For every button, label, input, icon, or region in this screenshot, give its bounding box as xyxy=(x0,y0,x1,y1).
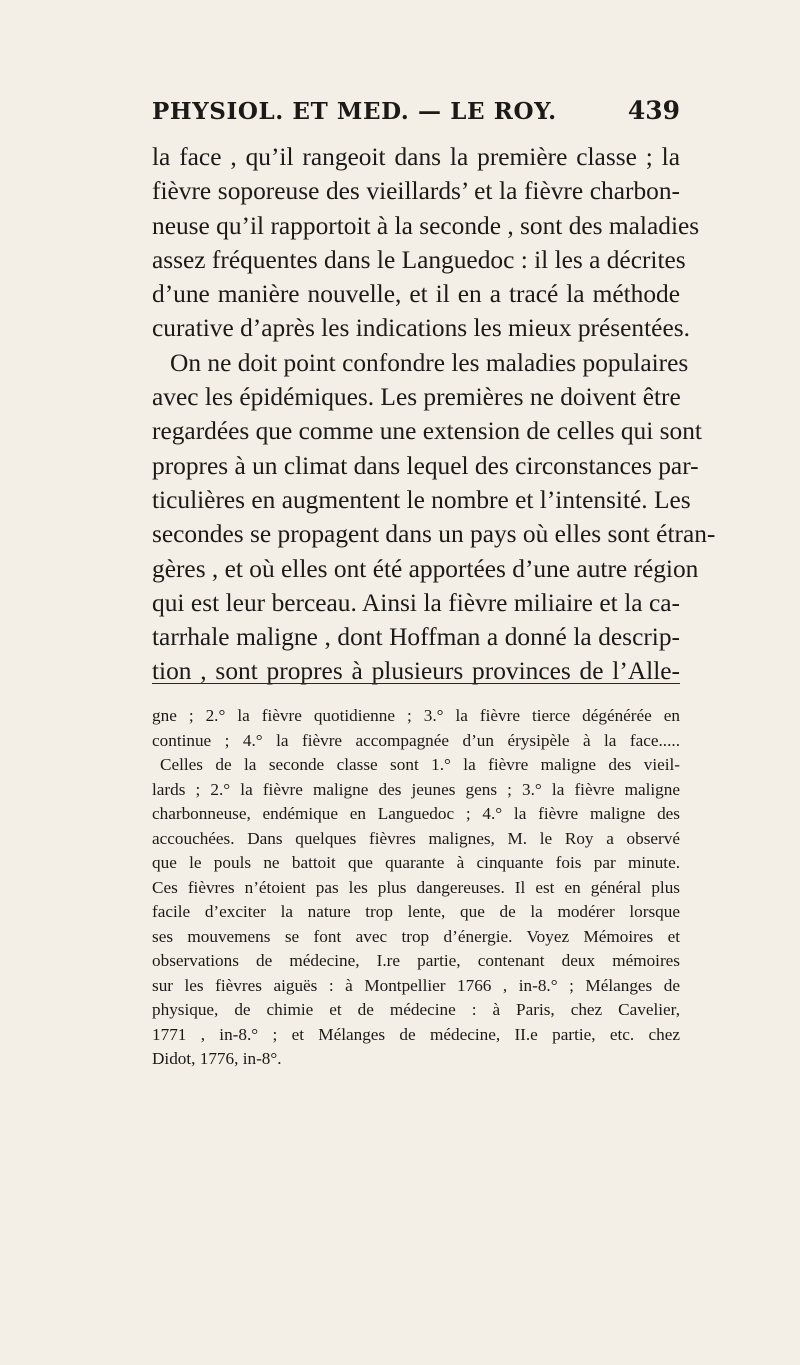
footnote-line: accouchées. Dans quelques fièvres malignes, M. le Roy a observé xyxy=(152,828,680,848)
footnote-line: Celles de la seconde classe sont 1.° la fièvre maligne des vieil- xyxy=(160,755,680,774)
text-line: tion , sont propres à plusieurs provinces de l’Alle- xyxy=(152,657,680,686)
footnote-separator-rule xyxy=(152,683,680,684)
text-line: regardées que comme une extension de celles qui sont xyxy=(152,417,702,446)
text-line: tarrhale maligne , dont Hoffman a donné la descrip- xyxy=(152,623,680,652)
text-line: qui est leur berceau. Ainsi la fièvre miliaire et la ca- xyxy=(152,588,680,617)
footnote-line: facile d’exciter la nature trop lente, que de la modérer lorsque xyxy=(152,902,680,921)
running-head xyxy=(152,96,680,136)
footnote-line: que le pouls ne battoit que quarante à cinquante fois par minute. xyxy=(152,853,680,872)
main-text xyxy=(152,140,716,689)
text-line: assez fréquentes dans le Languedoc : il les a décrites xyxy=(152,245,686,274)
text-line: avec les épidémiques. Les premières ne doivent être xyxy=(152,383,681,412)
text-line: gères , et où elles ont été apportées d’une autre région xyxy=(152,554,699,583)
page-number: 439 xyxy=(627,96,680,125)
text-line: propres à un climat dans lequel des circonstances par- xyxy=(152,451,699,480)
text-line: la face , qu’il rangeoit dans la première classe ; la xyxy=(152,143,680,171)
footnote-line: Didot, 1776, in-8°. xyxy=(152,1049,282,1068)
footnote-line: charbonneuse, endémique en Languedoc ; 4.° la fièvre maligne des xyxy=(152,804,680,823)
footnote-line: sur les fièvres aiguës : à Montpellier 1766 , in-8.° ; Mélanges de xyxy=(152,975,680,995)
text-line: neuse qu’il rapportoit à la seconde , sont des maladies xyxy=(152,211,700,240)
footnote-line: ses mouvemens se font avec trop d’énergie. Voyez Mémoires et xyxy=(152,926,680,946)
footnote-line: lards ; 2.° la fièvre maligne des jeunes gens ; 3.° la fièvre maligne xyxy=(152,779,680,799)
footnote-line: Ces fièvres n’étoient pas les plus dangereuses. Il est en général plus xyxy=(152,877,680,897)
footnote-line: 1771 , in-8.° ; et Mélanges de médecine, II.e partie, etc. chez xyxy=(152,1024,680,1044)
text-line: On ne doit point confondre les maladies populaires xyxy=(170,348,689,377)
text-line: secondes se propagent dans un pays où elles sont étran- xyxy=(152,520,716,549)
running-head-title: PHYSIOL. ET MED. — LE ROY. xyxy=(152,98,557,125)
footnote-line: gne ; 2.° la fièvre quotidienne ; 3.° la fièvre tierce dégénérée en xyxy=(152,706,680,725)
footnote-line: observations de médecine, I.re partie, contenant deux mémoires xyxy=(152,951,680,970)
text-line: curative d’après les indications les mieux présentées. xyxy=(152,314,690,343)
text-line: ticulières en augmentent le nombre et l’intensité. Les xyxy=(152,485,691,514)
footnote-line: continue ; 4.° la fièvre accompagnée d’un érysipèle à la face..... xyxy=(152,730,680,750)
text-line: fièvre soporeuse des vieillards’ et la fièvre charbon- xyxy=(152,177,680,206)
footnote-line: physique, de chimie et de médecine : à Paris, chez Cavelier, xyxy=(152,1000,680,1019)
footnote xyxy=(152,704,680,1072)
text-line: d’une manière nouvelle, et il en a tracé la méthode xyxy=(152,280,680,309)
